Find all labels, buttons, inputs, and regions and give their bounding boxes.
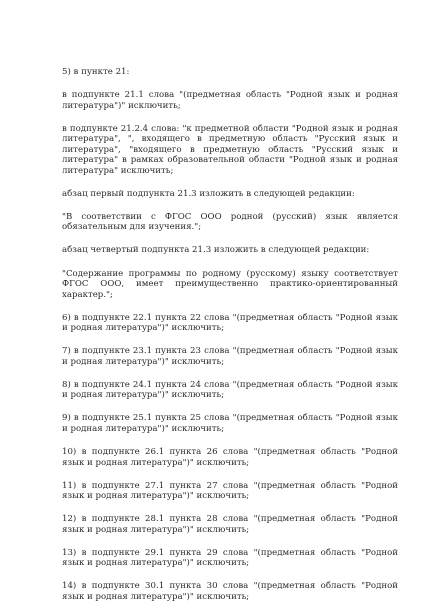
paragraph-item-11: 11) в подпункте 27.1 пункта 27 слова "(предметная область "Родной язык и родная литература")" исключить;: [62, 480, 398, 502]
paragraph-item-7: 7) в подпункте 23.1 пункта 23 слова "(предметная область "Родной язык и родная литература")" исключить;: [62, 346, 398, 367]
paragraph-item-14: 14) в подпункте 30.1 пункта 30 слова "(предметная область "Родной язык и родная литература")" исключить;: [62, 581, 398, 602]
paragraph-quote-fgos: "В соответствии с ФГОС ООО родной (русский) язык является обязательным для изучения.";: [62, 211, 398, 233]
paragraph-item-13: 13) в подпункте 29.1 пункта 29 слова "(предметная область "Родной язык и родная литература")" исключить;: [62, 547, 398, 569]
paragraph-abzac-fourth-21-3: абзац четвертый подпункта 21.3 изложить в следующей редакции:: [62, 245, 370, 256]
paragraph-item-5: 5) в пункте 21:: [62, 67, 130, 77]
paragraph-subpoint-21-1: в подпункте 21.1 слова "(предметная область "Родной язык и родная литература")" исключить;: [62, 90, 398, 111]
paragraph-item-10: 10) в подпункте 26.1 пункта 26 слова "(предметная область "Родной язык и родная литература")" исключить;: [62, 447, 398, 468]
paragraph-quote-program: "Содержание программы по родному (русскому) языку соответствует ФГОС ООО, имеет преимущественно практико-ориентированный характер.";: [62, 268, 398, 300]
paragraph-item-6: 6) в подпункте 22.1 пункта 22 слова "(предметная область "Родной язык и родная литература")" исключить;: [62, 312, 398, 334]
paragraph-item-12: 12) в подпункте 28.1 пункта 28 слова "(предметная область "Родной язык и родная литература")" исключить;: [62, 514, 398, 535]
paragraph-abzac-first-21-3: абзац первый подпункта 21.3 изложить в следующей редакции:: [62, 188, 355, 199]
document-body: [62, 67, 398, 615]
paragraph-item-8: 8) в подпункте 24.1 пункта 24 слова "(предметная область "Родной язык и родная литература")" исключить;: [62, 379, 398, 401]
paragraph-item-9: 9) в подпункте 25.1 пункта 25 слова "(предметная область "Родной язык и родная литература")" исключить;: [62, 413, 398, 434]
paragraph-subpoint-21-2-4: в подпункте 21.2.4 слова: "к предметной области "Родной язык и родная литература", ", входящего в предметную область "Русский язык и литература", "входящего в предметную область "Русский язык и литература" в рамках образовательной области "Родной язык и родная литература" исключить;: [62, 123, 398, 176]
